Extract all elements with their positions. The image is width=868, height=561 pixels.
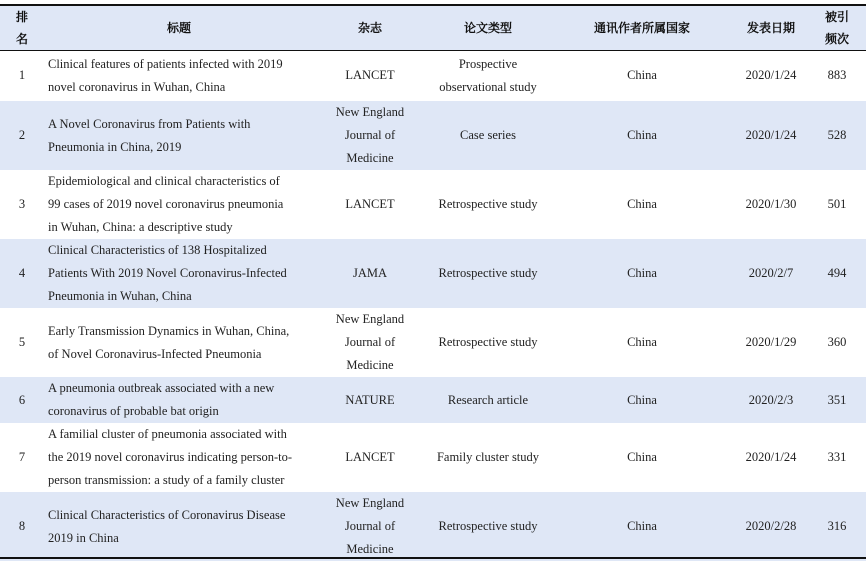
cell-title: [44, 101, 314, 170]
type-line: Retrospective study: [438, 519, 538, 533]
cell-journal: [314, 492, 426, 561]
cell-title: [44, 50, 314, 101]
cell-type: [426, 423, 550, 492]
cell-rank: 2: [18, 128, 26, 142]
cell-country: China: [627, 68, 657, 82]
title-line: coronavirus of probable bat origin: [48, 404, 219, 418]
header-row: [0, 6, 866, 50]
cell-citations: 351: [827, 392, 847, 407]
cell-journal: [314, 101, 426, 170]
cell-rank: 6: [18, 392, 26, 407]
type-line: Research article: [447, 392, 529, 407]
cell-citations: 316: [827, 519, 847, 533]
table-row: [0, 423, 866, 492]
cell-date: 2020/2/7: [748, 266, 794, 280]
cell-date: 2020/1/24: [745, 68, 797, 82]
type-line: observational study: [439, 79, 537, 94]
cell-journal: [314, 170, 426, 239]
journal-line: New England: [335, 105, 405, 119]
journal-line: LANCET: [345, 197, 395, 211]
journal-line: New England: [335, 312, 405, 326]
cell-title: [44, 423, 314, 492]
type-line: Retrospective study: [438, 266, 538, 280]
cell-type: [426, 377, 550, 423]
journal-line: Journal of: [344, 128, 396, 142]
cell-type: [426, 239, 550, 308]
journal-line: LANCET: [345, 68, 395, 82]
cell-journal: [314, 239, 426, 308]
journal-line: Journal of: [344, 335, 396, 349]
table-row: [0, 492, 866, 561]
title-line: in Wuhan, China: a descriptive study: [48, 220, 233, 234]
cell-citations: 528: [827, 128, 847, 142]
title-line: Clinical features of patients infected with 2019: [48, 56, 283, 71]
title-line: A pneumonia outbreak associated with a new: [48, 381, 275, 395]
title-line: A Novel Coronavirus from Patients with: [48, 116, 251, 131]
cell-type: [426, 170, 550, 239]
header-country: 通讯作者所属国家: [593, 21, 690, 35]
title-line: Pneumonia in Wuhan, China: [48, 289, 192, 303]
title-line: Pneumonia in China, 2019: [48, 139, 182, 154]
title-line: Patients With 2019 Novel Coronavirus-Infected: [48, 266, 287, 280]
title-line: of Novel Coronavirus-Infected Pneumonia: [48, 346, 262, 361]
cell-citations: 883: [827, 68, 847, 82]
table-row: [0, 377, 866, 423]
cell-title: [44, 170, 314, 239]
journal-line: Medicine: [346, 358, 394, 372]
cell-rank: 7: [18, 450, 26, 464]
type-line: Family cluster study: [436, 450, 540, 464]
cell-type: [426, 308, 550, 377]
title-line: person transmission: a study of a family cluster: [48, 473, 285, 487]
cell-citations: 501: [827, 197, 847, 211]
title-line: Epidemiological and clinical characteristics of: [48, 174, 280, 188]
journal-line: LANCET: [345, 450, 395, 464]
bottom-rule: [0, 557, 866, 559]
cell-date: 2020/2/3: [748, 392, 794, 407]
cell-date: 2020/2/28: [745, 519, 797, 533]
cell-rank: 3: [18, 197, 26, 211]
header-type: 论文类型: [463, 21, 512, 35]
cell-rank: 8: [18, 519, 26, 533]
type-line: Retrospective study: [438, 197, 538, 211]
table-row: [0, 50, 866, 101]
cell-journal: [314, 377, 426, 423]
table-row: [0, 239, 866, 308]
cell-date: 2020/1/29: [745, 335, 797, 349]
cell-journal: [314, 423, 426, 492]
table-row: [0, 170, 866, 239]
cell-citations: 360: [827, 335, 847, 349]
title-line: Clinical Characteristics of 138 Hospitalized: [48, 243, 267, 257]
title-line: 99 cases of 2019 novel coronavirus pneumonia: [48, 197, 284, 211]
cell-type: [426, 101, 550, 170]
type-line: Case series: [460, 128, 516, 142]
cell-date: 2020/1/24: [745, 128, 797, 142]
type-line: Prospective: [458, 56, 518, 71]
cell-rank: 1: [18, 68, 26, 82]
cell-country: China: [627, 519, 657, 533]
journal-line: JAMA: [352, 266, 388, 280]
journal-line: Medicine: [346, 151, 394, 165]
cell-type: [426, 492, 550, 561]
cell-title: [44, 308, 314, 377]
header-rule: [0, 50, 866, 51]
journal-line: New England: [335, 496, 405, 510]
cell-date: 2020/1/30: [745, 197, 797, 211]
header-citations: 被引 频次: [824, 10, 849, 46]
cell-type: [426, 50, 550, 101]
title-line: A familial cluster of pneumonia associated with: [48, 427, 287, 441]
cell-citations: 331: [827, 450, 847, 464]
cell-title: [44, 239, 314, 308]
title-line: novel coronavirus in Wuhan, China: [48, 79, 226, 94]
cell-rank: 5: [18, 335, 26, 349]
header-rank: 排 名: [15, 10, 28, 46]
cell-title: [44, 492, 314, 561]
journal-line: Medicine: [346, 542, 394, 556]
title-line: the 2019 novel coronavirus indicating person-to-: [48, 450, 293, 464]
cell-country: China: [627, 392, 657, 407]
cell-date: 2020/1/24: [745, 450, 797, 464]
table-row: [0, 308, 866, 377]
cell-rank: 4: [18, 266, 26, 280]
header-date: 发表日期: [746, 21, 795, 35]
cell-citations: 494: [827, 266, 847, 280]
cell-country: China: [627, 266, 657, 280]
cell-journal: [314, 50, 426, 101]
journal-line: Journal of: [344, 519, 396, 533]
table-row: [0, 101, 866, 170]
title-line: Early Transmission Dynamics in Wuhan, China,: [48, 323, 290, 338]
cell-title: [44, 377, 314, 423]
title-line: Clinical Characteristics of Coronavirus Disease: [48, 507, 286, 522]
header-title: 标题: [166, 21, 191, 35]
journal-line: NATURE: [345, 392, 395, 407]
type-line: Retrospective study: [438, 335, 538, 349]
cell-country: China: [627, 197, 657, 211]
cell-journal: [314, 308, 426, 377]
cell-country: China: [627, 450, 657, 464]
header-journal: 杂志: [357, 21, 382, 35]
cell-country: China: [627, 335, 657, 349]
top-papers-table: [0, 6, 866, 561]
title-line: 2019 in China: [48, 530, 119, 545]
cell-country: China: [627, 128, 657, 142]
